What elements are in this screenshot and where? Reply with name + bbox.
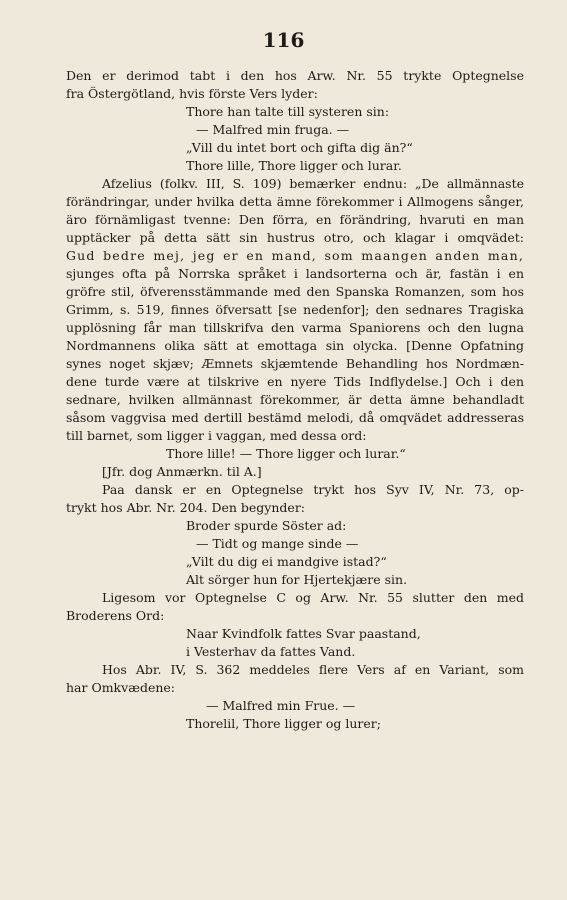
page-number: 116 <box>262 28 305 52</box>
verse-line: Thore lille, Thore ligger och lurar. <box>186 158 402 173</box>
verse-line: „Vilt du dig ei mandgive istad?“ <box>186 554 387 569</box>
text-line: dene turde være at tilskrive en nyere Tids Indflydelse.] Och i den <box>66 374 524 389</box>
text-line: Grimm, s. 519, finnes öfversatt [se nedenfor]; den sednares Tragiska <box>66 302 524 317</box>
text-line: synes noget skjæv; Æmnets skjæmtende Behandling hos Nordmæn- <box>66 356 524 371</box>
body-text <box>66 67 524 733</box>
text-line: upptäcker på detta sätt sin hustrus otro, och klagar i omqvädet: <box>66 230 524 245</box>
text-line: Hos Abr. IV, S. 362 meddeles flere Vers af en Variant, som <box>102 662 524 677</box>
verse-line: — Tidt og mange sinde — <box>196 536 359 551</box>
verse-line: Alt sörger hun for Hjertekjære sin. <box>186 572 408 587</box>
text-line: förändringar, under hvilka detta ämne förekommer i Allmogens sånger, <box>66 194 524 209</box>
text-line: till barnet, som ligger i vaggan, med dessa ord: <box>66 428 367 443</box>
text-line: upplösning får man tillskrifva den varma Spaniorens och den lugna <box>66 320 524 335</box>
verse-line: Thore lille! — Thore ligger och lurar.“ <box>166 446 406 461</box>
text-line: trykt hos Abr. Nr. 204. Den begynder: <box>66 500 306 515</box>
text-line: har Omkvædene: <box>66 680 175 695</box>
verse-line: Thorelil, Thore ligger og lurer; <box>186 716 381 731</box>
text-line: fra Östergötland, hvis förste Vers lyder: <box>66 86 318 101</box>
verse-line: Broder spurde Söster ad: <box>186 518 347 533</box>
text-line: Nordmannens olika sätt at emottaga sin olycka. [Denne Opfatning <box>66 338 524 353</box>
text-line: Ligesom vor Optegnelse C og Arw. Nr. 55 slutter den med <box>102 590 524 605</box>
text-line: Paa dansk er en Optegnelse trykt hos Syv IV, Nr. 73, op- <box>102 482 524 497</box>
verse-line: Thore han talte till systeren sin: <box>186 104 390 119</box>
text-line: [Jfr. dog Anmærkn. til A.] <box>102 464 262 479</box>
text-line: Den er derimod tabt i den hos Arw. Nr. 55 trykte Optegnelse <box>66 68 524 83</box>
text-line: sednare, hvilken allmännast förekommer, är detta ämne behandladt <box>66 392 524 407</box>
verse-line: — Malfred min Frue. — <box>206 698 356 713</box>
verse-line: i Vesterhav da fattes Vand. <box>186 644 356 659</box>
text-line: Broderens Ord: <box>66 608 165 623</box>
text-line: sjunges ofta på Norrska språket i landsorterna och är, fastän i en <box>66 266 524 281</box>
text-line: Gud bedre mej, jeg er en mand, som maangen anden man, <box>66 248 524 263</box>
text-line: gröfre stil, öfverensstämmande med den Spanska Romanzen, som hos <box>66 284 524 299</box>
text-line: Afzelius (folkv. III, S. 109) bemærker endnu: „De allmännaste <box>102 176 524 191</box>
text-line: äro förnämligast tvenne: Den förra, en förändring, hvaruti en man <box>66 212 524 227</box>
verse-line: „Vill du intet bort och gifta dig än?“ <box>186 140 413 155</box>
text-line: såsom vaggvisa med dertill bestämd melodi, då omqvädet addresseras <box>66 410 524 425</box>
verse-line: — Malfred min fruga. — <box>196 122 350 137</box>
verse-line: Naar Kvindfolk fattes Svar paastand, <box>186 626 421 641</box>
